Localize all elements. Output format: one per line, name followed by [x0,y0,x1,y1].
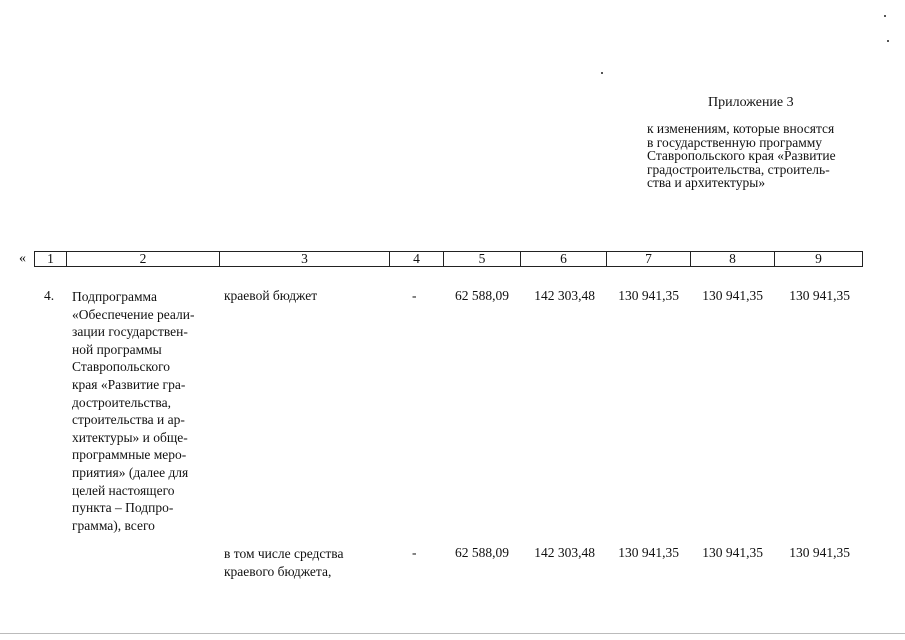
header-cell-1: 1 [35,252,67,266]
name-line: Подпрограмма [72,289,157,304]
appendix-line: ства и архитектуры» [647,175,766,190]
header-cell-6: 6 [521,252,607,266]
header-cell-4: 4 [390,252,444,266]
source-line: краевого бюджета, [224,563,332,579]
header-cell-7: 7 [607,252,691,266]
value-col6: 142 303,48 [534,288,595,303]
name-line: ной программы [72,341,162,357]
funding-source: краевой бюджет [224,288,318,303]
source-line: в том числе средства [224,546,344,561]
subprogram-name [72,288,213,534]
header-cell-5: 5 [444,252,521,266]
value-col9: 130 941,35 [789,288,850,303]
name-line: Ставропольского [72,359,171,375]
name-line: пункта – Подпро- [72,500,174,516]
appendix-title: Приложение 3 [708,95,794,110]
name-line: края «Развитие гра- [72,376,186,392]
value-col5: 62 588,09 [455,545,509,560]
appendix-line: к изменениям, которые вносятся [647,121,835,136]
name-line: достроительства, [72,394,171,410]
header-cell-3: 3 [220,252,390,266]
appendix-note [647,122,863,190]
header-cell-8: 8 [691,252,775,266]
name-line: целей настоящего [72,482,175,498]
value-col9: 130 941,35 [789,545,850,560]
value-col7: 130 941,35 [618,288,679,303]
name-line: «Обеспечение реали- [72,306,195,322]
header-cell-9: 9 [815,251,822,266]
value-col7: 130 941,35 [618,545,679,560]
open-quote: « [19,251,26,266]
value-col5: 62 588,09 [455,288,509,303]
row-number: 4. [44,288,55,303]
value-col6: 142 303,48 [534,545,595,560]
funding-source-detail [224,545,383,580]
scan-edge-line [0,633,905,634]
name-line: строительства и ар- [72,412,185,428]
value-col8: 130 941,35 [702,545,763,560]
name-line: хитектуры» и обще- [72,429,188,445]
name-line: зации государствен- [72,324,188,340]
name-line: грамма), всего [72,517,155,533]
scan-speck [884,15,886,17]
col4-value: - [412,545,417,560]
scan-speck [887,40,889,42]
value-col8: 130 941,35 [702,288,763,303]
appendix-line: Ставропольского края «Развитие [647,148,836,163]
name-line: программные меро- [72,447,187,463]
appendix-line: в государственную программу [647,134,823,150]
table-header-row [34,251,863,267]
appendix-line: градостроительства, строитель- [647,161,830,177]
scan-speck [601,72,603,74]
col4-value: - [412,288,417,303]
name-line: приятия» (далее для [72,464,189,480]
header-cell-2: 2 [67,252,220,266]
